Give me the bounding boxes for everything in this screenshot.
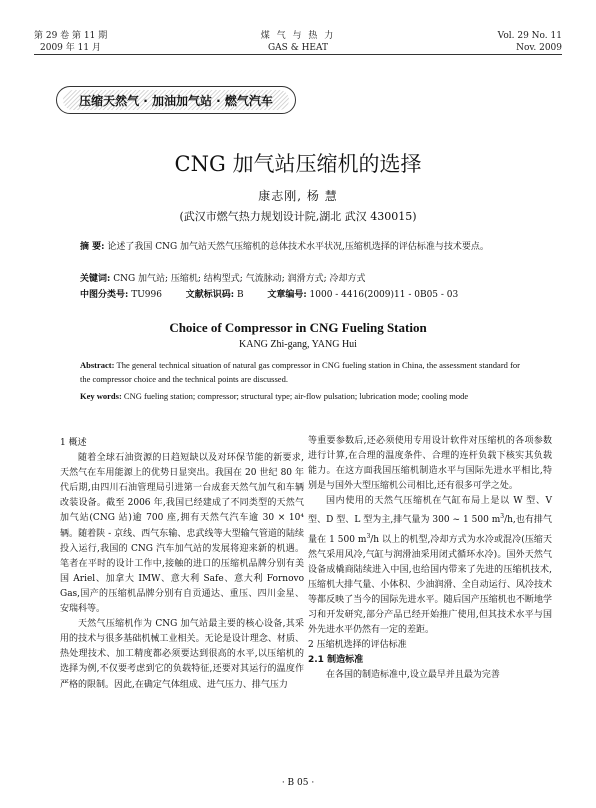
abstract-en	[80, 358, 520, 386]
journal-name-cn: 煤 气 与 热 力	[260, 31, 336, 41]
section-banner	[56, 86, 296, 114]
text-run: 国内使用的天然气压缩机在气缸布局上是以 W 型、V 型、D 型、L 型为主,排气量为 300 ~ 1 500 m	[308, 496, 552, 526]
authors-en: KANG Zhi-gang, YANG Hui	[239, 339, 357, 350]
section-1-heading: 1 概述	[60, 438, 87, 448]
date-en-text: Nov. 2009	[516, 43, 562, 53]
authors-cn: 康志刚, 杨 慧	[258, 189, 338, 203]
article-number-label: 文章编号:	[267, 290, 307, 300]
page-number: · B 05 ·	[281, 778, 315, 788]
section-2-1-heading: 2.1 制造标准	[308, 655, 364, 666]
keywords-en-text: CNG fueling station; compressor; structural type; air-flow pulsation; lubrication mode; cooling mode	[123, 391, 469, 401]
body-paragraph: 随着全球石油资源的日趋短缺以及对环保节能的新要求,天然气在车用能源上的优势日显突出。我国在 20 世纪 80 年代后期,由四川石油管理局引进第一台成套天然气加气和车辆改装设备。截至 2006 年,我国已经建成了不同类型的天然气加气站(CNG 站)逾 700 座,拥有天然气汽车逾 30 × 10⁴ 辆。随着陕 - 京线、西气东输、忠武线等大型输气管道的陆续投入运行,我国的 CNG 汽车加气站的发展将迎来新的机遇。笔者在平时的设计工作中,接触的进口的压缩机品牌分别有美国 Ariel、加拿大 IMW、意大利 Safe、意大利 Fornovo Gas,国产的压缩机品牌分别有自贡通达、重压、四川金星、安瑞科等。	[60, 453, 304, 615]
keywords-en	[80, 389, 520, 403]
text-run: /h,也有排气量在 1 500 m	[308, 515, 552, 545]
body-right-column	[308, 434, 552, 684]
volume-issue-text: 第 29 卷 第 11 期	[34, 31, 108, 41]
body-paragraph: 在各国的制造标准中,设立最早并且最为完善	[326, 670, 500, 681]
journal-name-en: GAS & HEAT	[267, 43, 329, 53]
superscript: 3	[366, 532, 371, 540]
abstract-cn-text: 论述了我国 CNG 加气站天然气压缩机的总体技术水平状况,压缩机选择的评估标准与技术要点。	[107, 242, 489, 252]
abstract-en-text: The general technical situation of natural gas compressor in CNG fueling station in China, the assessment standard for the compressor choice and the technical points are discussed.	[80, 360, 520, 384]
body-paragraph: 等重要参数后,还必须使用专用设计软件对压缩机的各项参数进行计算,在合理的温度条件、合理的连杆负载下核实其负载能力。在这方面我国压缩机制造水平与国际先进水平相比,特别是与国外大型压缩机公司相比,还有很多可学之处。	[308, 436, 552, 492]
keywords-cn	[80, 272, 520, 287]
body-left-column	[60, 436, 304, 693]
abstract-en-label: Abstract:	[80, 360, 115, 370]
doc-code-value: B	[236, 290, 244, 300]
body-paragraph	[308, 494, 552, 638]
publication-date-text: 2009 年 11 月	[40, 43, 101, 53]
header-divider	[34, 54, 562, 55]
superscript: 3	[500, 513, 505, 521]
article-number-value: 1000 - 4416(2009)11 - 0B05 - 03	[309, 290, 459, 300]
article-title-cn: CNG 加气站压缩机的选择	[174, 152, 422, 176]
section-2-heading: 2 压缩机选择的评估标准	[308, 640, 407, 651]
doc-code-label: 文献标识码:	[185, 290, 235, 300]
keywords-cn-label: 关键词:	[80, 274, 111, 284]
banner-text: 压缩天然气 · 加油加气站 · 燃气汽车	[79, 94, 273, 108]
affiliation-cn: (武汉市燃气热力规划设计院,湖北 武汉 430015)	[179, 210, 417, 223]
text-run: /h 以上的机型,冷却方式为水冷或混冷(压缩天然气采用风冷,气缸与润滑油采用闭式循环水冷)。国外天然气设备成橇商陆续进入中国,也给国内带来了先进的压缩机技术,压缩机大排气量、小体积、少油润滑、全自动运行、风冷技术等都反映了当今的国际先进水平。随后国产压缩机也不断地学习和开发研究,部分产品已经开始推广使用,但其技术水平与国外先进水平仍然有一定的差距。	[308, 534, 552, 636]
cls-value: TU996	[131, 290, 162, 300]
abstract-cn-label: 摘 要:	[80, 242, 105, 252]
body-paragraph: 天然气压缩机作为 CNG 加气站最主要的核心设备,其采用的技术与很多基础机械工业相关。无论是设计理念、材质、热处理技术、加工精度都必须要达到很高的水平,以压缩机的选择为例,不仅要考虑到它的负载特征,还要对其运行的温度作严格的限制。因此,在确定气体组成、进气压力、排气压力	[60, 619, 304, 690]
volume-en-text: Vol. 29 No. 11	[497, 31, 562, 41]
keywords-en-label: Key words:	[80, 391, 122, 401]
journal-volume-en	[498, 30, 562, 54]
classification-line	[80, 288, 540, 303]
article-title-en: Choice of Compressor in CNG Fueling Station	[169, 320, 427, 335]
keywords-cn-text: CNG 加气站; 压缩机; 结构型式; 气流脉动; 润滑方式; 冷却方式	[113, 274, 366, 284]
cls-label: 中图分类号:	[80, 290, 129, 300]
abstract-cn	[80, 240, 520, 255]
